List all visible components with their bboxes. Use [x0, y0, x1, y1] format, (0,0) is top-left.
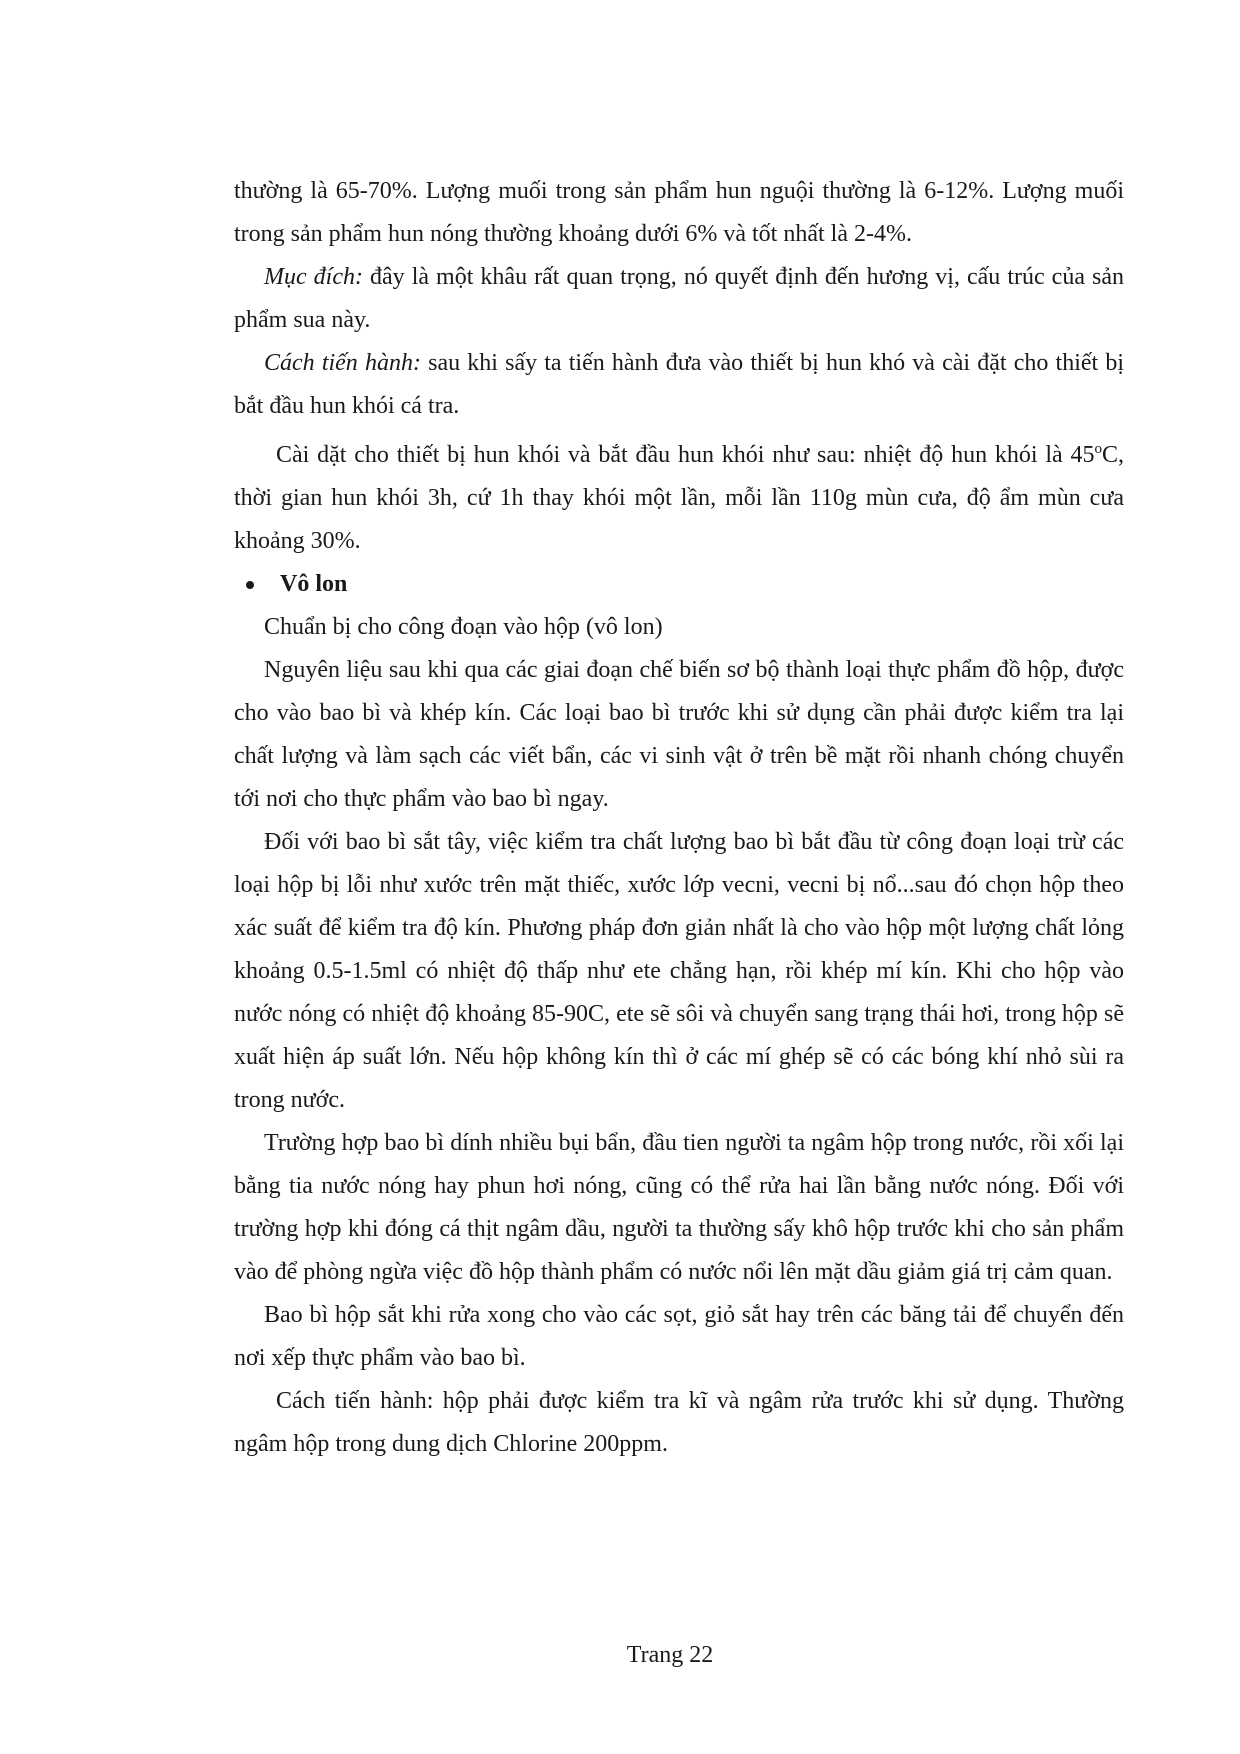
bullet-item-canning [234, 563, 1124, 606]
bullet-heading: Vô lon [280, 571, 348, 597]
paragraph-tin-can-check: Đối với bao bì sắt tây, việc kiểm tra chất lượng bao bì bắt đầu từ công đoạn loại trừ các loại hộp bị lỗi như xước trên mặt thiếc, xước lớp vecni, vecni bị nổ...sau đó chọn hộp theo xác suất để kiểm tra độ kín. Phương pháp đơn giản nhất là cho vào hộp một lượng chất lỏng khoảng 0.5-1.5ml có nhiệt độ thấp như ete chẳng hạn, rồi khép mí kín. Khi cho hộp vào nước nóng có nhiệt độ khoảng 85-90C, ete sẽ sôi và chuyển sang trạng thái hơi, trong hộp sẽ xuất hiện áp suất lớn. Nếu hộp không kín thì ở các mí ghép sẽ có các bóng khí nhỏ sùi ra trong nước. [234, 829, 1124, 1113]
procedure-text: sau khi sấy ta tiến hành đưa vào thiết bị hun khó và cài đặt cho thiết bị bắt đầu hun khói cá tra. [234, 350, 1125, 419]
paragraph-procedure [234, 342, 1124, 428]
purpose-text: đây là một khâu rất quan trọng, nó quyết định đến hương vị, cấu trúc của sản phẩm sua này. [234, 264, 1124, 333]
paragraph-canning-prep: Chuẩn bị cho công đoạn vào hộp (vô lon) [264, 614, 663, 640]
paragraph-washed-cans: Bao bì hộp sắt khi rửa xong cho vào các sọt, giỏ sắt hay trên các băng tải để chuyển đến nơi xếp thực phẩm vào bao bì. [234, 1302, 1124, 1371]
settings-text-a: Cài dặt cho thiết bị hun khói và bắt đầu hun khói như sau: nhiệt độ hun khói là 45 [276, 442, 1095, 468]
settings-text-b: C, thời gian hun khói 3h, cứ 1h thay khói một lần, mỗi lần 110g mùn cưa, độ ẩm mùn cưa khoảng 30%. [234, 442, 1124, 554]
procedure-label: Cách tiến hành: [264, 350, 421, 376]
paragraph-purpose [234, 256, 1124, 342]
degree-symbol: o [1094, 441, 1102, 457]
paragraph-smoking-settings [234, 428, 1124, 563]
bullet-icon [246, 581, 254, 589]
body-text [234, 170, 1124, 1466]
paragraph-salt-content: thường là 65-70%. Lượng muối trong sản phẩm hun nguội thường là 6-12%. Lượng muối trong sản phẩm hun nóng thường khoảng dưới 6% và tốt nhất là 2-4%. [234, 178, 1124, 247]
purpose-label: Mục đích: [264, 264, 363, 290]
paragraph-dirty-packaging: Trường hợp bao bì dính nhiều bụi bẩn, đầu tien người ta ngâm hộp trong nước, rồi xối lại bằng tia nước nóng hay phun hơi nóng, cũng có thể rửa hai lần bằng nước nóng. Đối với trường hợp khi đóng cá thịt ngâm dầu, người ta thường sấy khô hộp trước khi cho sản phẩm vào để phòng ngừa việc đồ hộp thành phẩm có nước nổi lên mặt dầu giảm giá trị cảm quan. [234, 1130, 1124, 1285]
page-number: Trang 22 [626, 1642, 714, 1668]
paragraph-raw-materials: Nguyên liệu sau khi qua các giai đoạn chế biến sơ bộ thành loại thực phẩm đồ hộp, được cho vào bao bì và khép kín. Các loại bao bì trước khi sử dụng cần phải được kiểm tra lại chất lượng và làm sạch các viết bẩn, các vi sinh vật ở trên bề mặt rồi nhanh chóng chuyển tới nơi cho thực phẩm vào bao bì ngay. [234, 657, 1124, 812]
paragraph-can-procedure: Cách tiến hành: hộp phải được kiểm tra kĩ và ngâm rửa trước khi sử dụng. Thường ngâm hộp trong dung dịch Chlorine 200ppm. [234, 1388, 1124, 1457]
